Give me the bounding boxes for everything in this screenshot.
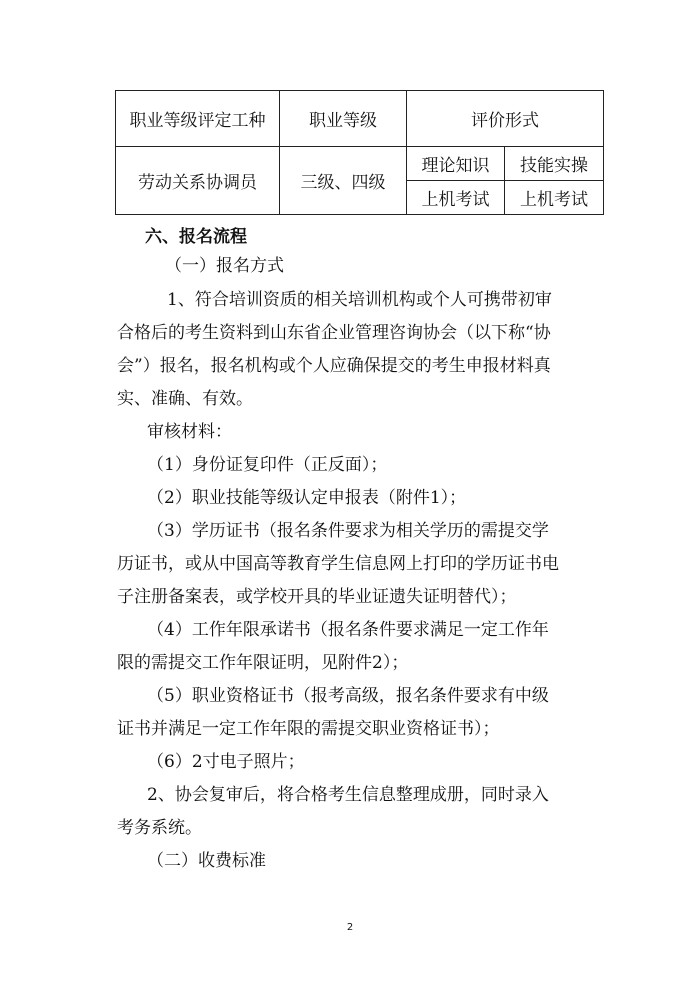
paragraph-line: 2、协会复审后，将合格考生信息整理成册，同时录入 — [147, 785, 549, 805]
paragraph-line: 实、准确、有效。 — [117, 389, 253, 409]
list-item: （4）工作年限承诺书（报名条件要求满足一定工作年 — [147, 620, 549, 640]
list-item: 限的需提交工作年限证明，见附件2）； — [117, 653, 409, 673]
list-item: 历证书，或从中国高等教育学生信息网上打印的学历证书电 — [117, 554, 559, 574]
paragraph-line: 1、符合培训资质的相关培训机构或个人可携带初审 — [167, 290, 552, 310]
paragraph-line: 合格后的考生资料到山东省企业管理咨询协会（以下称“协 — [117, 323, 551, 343]
list-item: 证书并满足一定工作年限的需提交职业资格证书）； — [117, 719, 500, 739]
cell-theory-mode: 上机考试 — [407, 181, 505, 215]
list-item: （2）职业技能等级认定申报表（附件1）； — [147, 488, 467, 508]
table-header-row — [116, 91, 604, 147]
header-assessment: 评价形式 — [407, 91, 604, 147]
grade-table — [115, 90, 604, 215]
page-number: 2 — [346, 922, 354, 933]
subheading-fees: （二）收费标准 — [147, 851, 266, 871]
paragraph-line: 会”）报名，报名机构或个人应确保提交的考生申报材料真 — [117, 356, 551, 376]
materials-label: 审核材料： — [147, 422, 232, 442]
list-item: （3）学历证书（报名条件要求为相关学历的需提交学 — [147, 521, 549, 541]
list-item: （1）身份证复印件（正反面）； — [147, 455, 388, 475]
list-item: 子注册备案表，或学校开具的毕业证遗失证明替代）； — [117, 587, 517, 607]
cell-levels: 三级、四级 — [280, 147, 407, 215]
header-trade: 职业等级评定工种 — [116, 91, 280, 147]
header-level: 职业等级 — [280, 91, 407, 147]
paragraph-line: 考务系统。 — [117, 818, 202, 838]
cell-theory: 理论知识 — [407, 147, 505, 181]
cell-skill-mode: 上机考试 — [505, 181, 604, 215]
list-item: （6）2寸电子照片； — [147, 752, 305, 772]
subheading-registration: （一）报名方式 — [165, 256, 284, 276]
list-item: （5）职业资格证书（报考高级，报名条件要求有中级 — [147, 686, 549, 706]
cell-trade: 劳动关系协调员 — [116, 147, 280, 215]
section-heading: 六、报名流程 — [145, 227, 247, 247]
table-row — [116, 147, 604, 181]
cell-skill: 技能实操 — [505, 147, 604, 181]
